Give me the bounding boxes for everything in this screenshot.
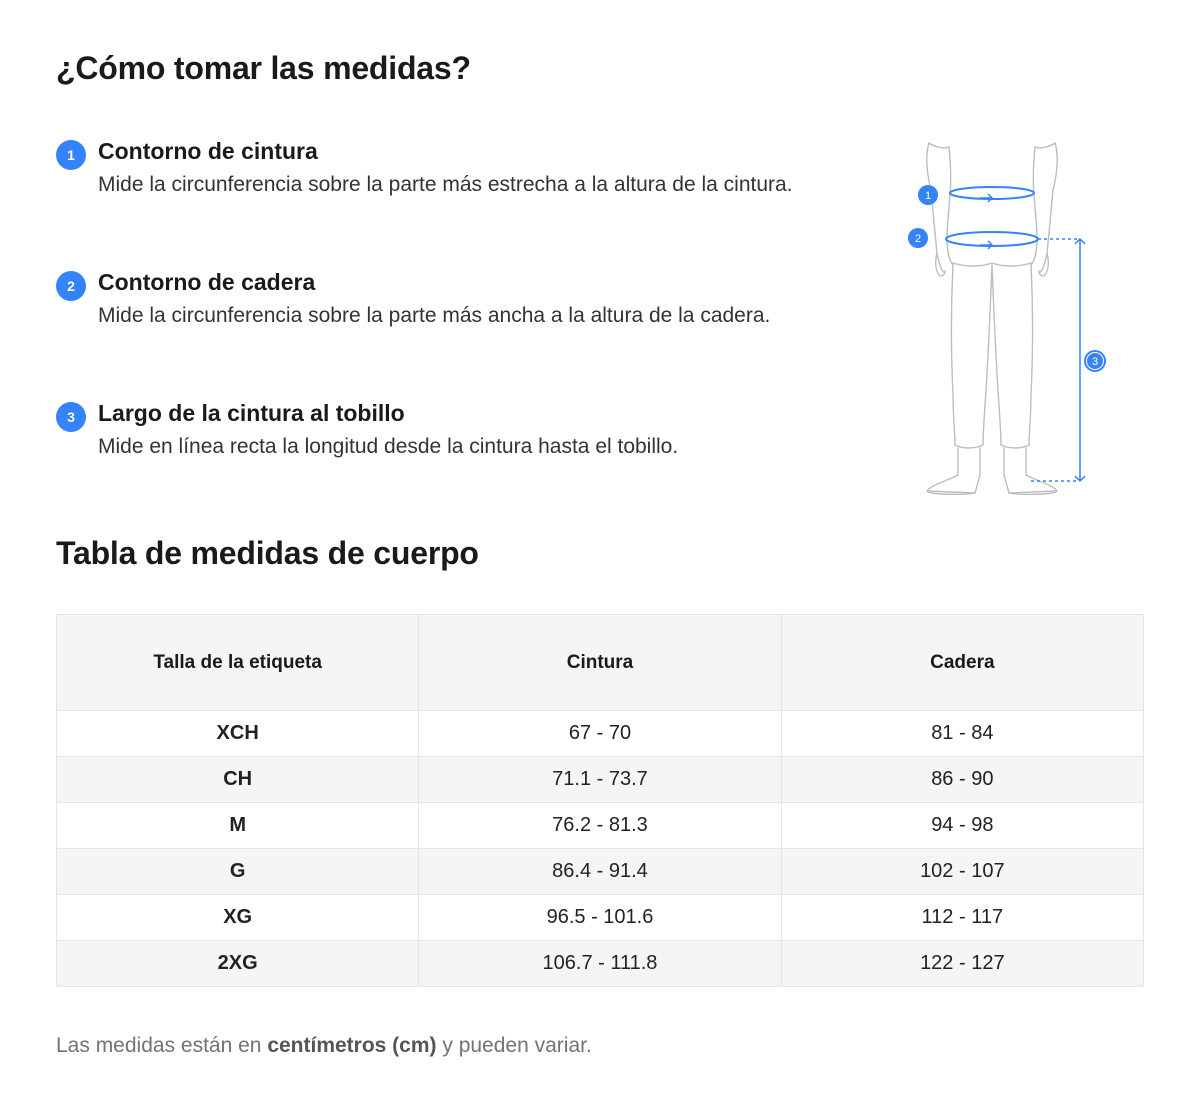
table-row <box>57 757 1144 803</box>
svg-text:2: 2 <box>914 233 922 245</box>
marker-3 <box>1085 351 1105 371</box>
cell-hip: 112 - 117 <box>781 895 1143 941</box>
cell-size: 2XG <box>57 941 419 987</box>
step-title: Largo de la cintura al tobillo <box>98 400 405 426</box>
units-footnote <box>56 1034 592 1058</box>
svg-text:3: 3 <box>1091 356 1099 368</box>
step-description: Mide en línea recta la longitud desde la cintura hasta el tobillo. <box>98 435 679 458</box>
marker-2 <box>908 228 928 248</box>
marker-1 <box>918 185 938 205</box>
step-hip <box>56 269 796 359</box>
table-row <box>57 711 1144 757</box>
table-row <box>57 895 1144 941</box>
cell-size: G <box>57 849 419 895</box>
cell-hip: 86 - 90 <box>781 757 1143 803</box>
step-waist <box>56 138 796 228</box>
step-title: Contorno de cadera <box>98 269 316 295</box>
header-size-label: Talla de la etiqueta <box>57 615 419 711</box>
table-header-row <box>57 615 1144 711</box>
step-title: Contorno de cintura <box>98 138 318 164</box>
footnote-text-end: y pueden variar. <box>436 1034 592 1057</box>
cell-waist: 96.5 - 101.6 <box>419 895 781 941</box>
header-hip: Cadera <box>781 615 1143 711</box>
cell-size: CH <box>57 757 419 803</box>
hip-measure-band <box>946 232 1038 249</box>
cell-size: XCH <box>57 711 419 757</box>
table-row <box>57 941 1144 987</box>
size-table <box>56 614 1144 987</box>
cell-waist: 67 - 70 <box>419 711 781 757</box>
cell-waist: 76.2 - 81.3 <box>419 803 781 849</box>
table-row <box>57 803 1144 849</box>
step-number-badge: 3 <box>56 402 86 432</box>
cell-hip: 94 - 98 <box>781 803 1143 849</box>
body-measurement-illustration <box>895 135 1115 505</box>
length-measure-line <box>1031 239 1085 481</box>
step-number-badge: 1 <box>56 140 86 170</box>
cell-waist: 106.7 - 111.8 <box>419 941 781 987</box>
guide-title: ¿Cómo tomar las medidas? <box>56 50 471 86</box>
footnote-text: Las medidas están en <box>56 1034 268 1057</box>
cell-size: XG <box>57 895 419 941</box>
body-outline <box>924 143 1057 494</box>
table-row <box>57 849 1144 895</box>
size-table-title: Tabla de medidas de cuerpo <box>56 535 479 571</box>
step-number-badge: 2 <box>56 271 86 301</box>
step-description: Mide la circunferencia sobre la parte más ancha a la altura de la cadera. <box>98 304 771 327</box>
waist-measure-band <box>950 187 1034 202</box>
footnote-units: centímetros (cm) <box>267 1034 437 1057</box>
step-description: Mide la circunferencia sobre la parte más estrecha a la altura de la cintura. <box>98 173 793 196</box>
cell-waist: 71.1 - 73.7 <box>419 757 781 803</box>
step-waist-to-ankle <box>56 400 796 470</box>
cell-hip: 122 - 127 <box>781 941 1143 987</box>
cell-waist: 86.4 - 91.4 <box>419 849 781 895</box>
header-waist: Cintura <box>419 615 781 711</box>
cell-hip: 102 - 107 <box>781 849 1143 895</box>
svg-text:1: 1 <box>924 190 932 202</box>
cell-size: M <box>57 803 419 849</box>
cell-hip: 81 - 84 <box>781 711 1143 757</box>
